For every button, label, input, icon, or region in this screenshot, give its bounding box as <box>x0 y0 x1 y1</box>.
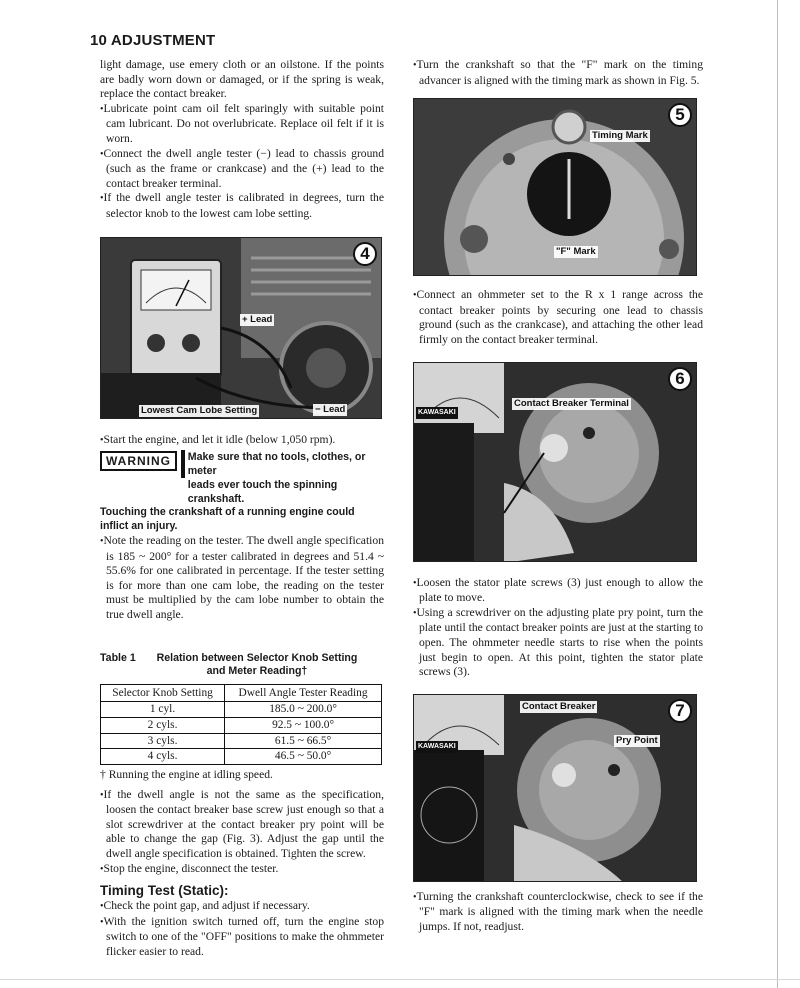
table-cell: 1 cyl. <box>101 702 225 718</box>
figure-5-callout-timing-mark: Timing Mark <box>592 130 648 142</box>
figure-5-callout-f-mark: "F" Mark <box>556 246 596 258</box>
table-caption-title-line2: and Meter Reading† <box>206 665 308 678</box>
table-cell: 3 cyls. <box>101 733 225 749</box>
table-cell: 4 cyls. <box>101 749 225 765</box>
bullet-connect-tester: • Connect the dwell angle tester (−) lead to chassis ground (such as the frame or crankcase) and the (+) lead to the contact breaker terminal. <box>100 147 384 192</box>
bullet-dwell-mismatch: • If the dwell angle is not the same as the specification, loosen the contact breaker base screw just enough so that a slot screwdriver at the contact breaker pry point will be able to change the gap (Fig. 3). Adjust the gap until the dwell angle specification is obtained. Tighten the screw. <box>100 788 384 862</box>
table-row <box>101 749 382 765</box>
table-row <box>101 733 382 749</box>
page-bottom-line <box>0 979 800 980</box>
left-column <box>100 58 384 960</box>
right-column <box>413 58 703 935</box>
bullet-start-engine: • Start the engine, and let it idle (below 1,050 rpm). <box>100 433 384 449</box>
figure-4-callout-minus-lead: − Lead <box>315 403 346 415</box>
warning-text-line1: Make sure that no tools, clothes, or meter <box>187 451 366 477</box>
bullet-check-gap: • Check the point gap, and adjust if necessary. <box>100 899 384 915</box>
bullet-turn-crankshaft: • Turn the crankshaft so that the "F" mark on the timing advancer is aligned with the timing mark as shown in Fig. 5. <box>413 58 703 88</box>
warning-bar <box>181 450 185 478</box>
page-edge-line <box>777 0 778 988</box>
table-cell: 46.5 ~ 50.0° <box>225 749 382 765</box>
figure-7-meter-brand: KAWASAKI <box>416 741 458 753</box>
table-header-cell: Selector Knob Setting <box>101 685 225 702</box>
bullet-loosen-stator: • Loosen the stator plate screws (3) just enough to allow the plate to move. <box>413 576 703 606</box>
timing-test-heading: Timing Test (Static): <box>100 883 229 899</box>
figure-6-photo <box>413 362 697 562</box>
table-row <box>101 718 382 734</box>
bullet-connect-ohmmeter: • Connect an ohmmeter set to the R x 1 range across the contact breaker points by securing one lead to chassis ground (such as the crankcase), and attaching the other lead firmly on the contact breaker terminal. <box>413 288 703 347</box>
warning-text-top <box>188 451 384 506</box>
warning-block <box>100 451 384 506</box>
figure-7-callout-contact-breaker: Contact Breaker <box>522 700 596 712</box>
selector-knob-table <box>100 684 382 764</box>
bullet-note-reading: • Note the reading on the tester. The dwell angle specification is 185 ~ 200° for a tester calibrated in degrees and 51.4 ~ 55.6% for one calibrated in percentage. If the tester setting is for more than one cam lobe, the reading on the tester must be multiplied by the cam lobe number to obtain the true dwell angle. <box>100 534 384 623</box>
figure-7-callout-pry-point: Pry Point <box>616 734 658 746</box>
figure-4-callout-plus-lead: + Lead <box>242 313 273 325</box>
table-cell: 185.0 ~ 200.0° <box>225 702 382 718</box>
table-header-row <box>101 685 382 702</box>
intro-paragraph: light damage, use emery cloth or an oilstone. If the points are badly worn down or damaged, or if the spring is weak, replace the contact breaker. <box>100 58 384 101</box>
table-caption-title <box>152 652 362 678</box>
figure-4-image <box>101 238 382 419</box>
figure-5-number: 5 <box>668 103 692 127</box>
bullet-selector-knob: • If the dwell angle tester is calibrated in degrees, turn the selector knob to the lowest cam lobe setting. <box>100 191 384 221</box>
table-header-cell: Dwell Angle Tester Reading <box>225 685 382 702</box>
bullet-lubricate: • Lubricate point cam oil felt sparingly with suitable point cam lubricant. Do not overlubricate. Replace oil felt if it is worn. <box>100 102 384 147</box>
figure-4-number: 4 <box>353 242 377 266</box>
figure-7-number: 7 <box>668 699 692 723</box>
table-cell: 2 cyls. <box>101 718 225 734</box>
figure-6-meter-brand: KAWASAKI <box>416 407 458 419</box>
bullet-screwdriver-pry: • Using a screwdriver on the adjusting plate pry point, turn the plate until the contact breaker points are just at the starting to open. The ohmmeter needle starts to rise when the points just begin to open. At this point, tighten the stator plate screws (3). <box>413 606 703 680</box>
warning-text-rest: Touching the crankshaft of a running engine could inflict an injury. <box>100 506 355 533</box>
figure-5-photo <box>413 98 697 276</box>
bullet-stop-engine: • Stop the engine, disconnect the tester. <box>100 862 384 878</box>
table-cell: 61.5 ~ 66.5° <box>225 733 382 749</box>
table-caption-title-line1: Relation between Selector Knob Setting <box>156 652 358 665</box>
table-caption-number: Table 1 <box>100 652 136 665</box>
table-footnote: † Running the engine at idling speed. <box>100 767 273 781</box>
figure-7-image <box>414 695 697 882</box>
bullet-ignition-off: • With the ignition switch turned off, turn the engine stop switch to one of the "OFF" positions to make the ohmmeter flicker easier to read. <box>100 915 384 960</box>
warning-label: WARNING <box>100 451 177 471</box>
figure-7-photo <box>413 694 697 882</box>
table-caption-block <box>100 652 384 678</box>
figure-4-photo <box>100 237 382 419</box>
warning-text-line2: leads ever touch the spinning crankshaft. <box>187 478 338 505</box>
figure-6-image <box>414 363 697 562</box>
table-cell: 92.5 ~ 100.0° <box>225 718 382 734</box>
figure-6-number: 6 <box>668 367 692 391</box>
figure-6-callout-terminal: Contact Breaker Terminal <box>514 397 629 409</box>
figure-4-callout-lowest-cam: Lowest Cam Lobe Setting <box>141 404 258 416</box>
table-row <box>101 702 382 718</box>
bullet-turn-counterclockwise: • Turning the crankshaft counterclockwise, check to see if the "F" mark is aligned with the timing mark when the needle jumps. If not, readjust. <box>413 890 703 935</box>
page-header-title: 10 ADJUSTMENT <box>90 32 216 49</box>
